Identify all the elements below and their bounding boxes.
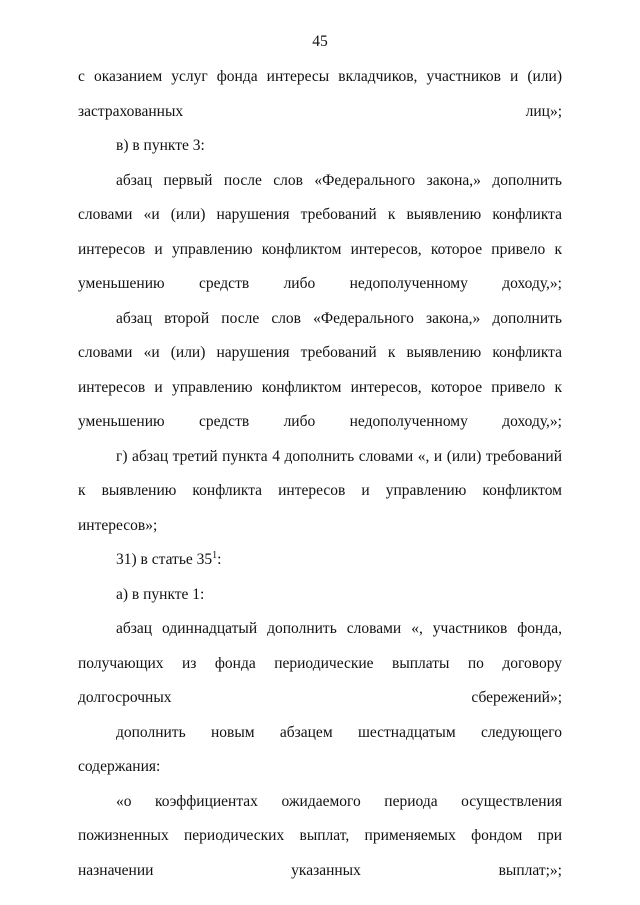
paragraph-continuation: с оказанием услуг фонда интересы вкладчиков, участников и (или) застрахованных лиц»; [78,68,562,120]
paragraph-item-a: а) в пункте 1: [116,585,205,603]
paragraph-eleventh-abzac: абзац одиннадцатый дополнить словами «, участников фонда, получающих из фонда периодические выплаты по договору долгосрочных сбережений»; [78,620,562,706]
article-text: 31) в статье 35 [116,551,213,568]
paragraph-item-v: в) в пункте 3: [116,137,205,154]
paragraph-add-sixteenth: дополнить новым абзацем шестнадцатым следующего содержания: [78,723,562,775]
paragraph-second-abzac: абзац второй после слов «Федерального закона,» дополнить словами «и (или) нарушения требований к выявлению конфликта интересов и управлению конфликтом интересов, которое привело к уменьшению средств либо недополученному доходу,»; [78,309,562,430]
page-number: 45 [312,33,328,50]
article-colon: : [217,551,222,568]
paragraph-article-heading [78,543,562,578]
paragraph-first-abzac: абзац первый после слов «Федерального закона,» дополнить словами «и (или) нарушения требований к выявлению конфликта интересов и управлению конфликтом интересов, которое привело к уменьшению средств либо недополученному доходу,»; [78,171,562,292]
article-superscript: 1 [212,550,218,561]
document-body [78,60,562,888]
paragraph-item-g: г) абзац третий пункта 4 дополнить словами «, и (или) требований к выявлению конфликта интересов и управлению конфликтом интересов»; [78,447,562,534]
paragraph-coefficients-quote: «о коэффициентах ожидаемого периода осуществления пожизненных периодических выплат, применяемых фондом при назначении указанных выплат;»; [78,792,562,879]
